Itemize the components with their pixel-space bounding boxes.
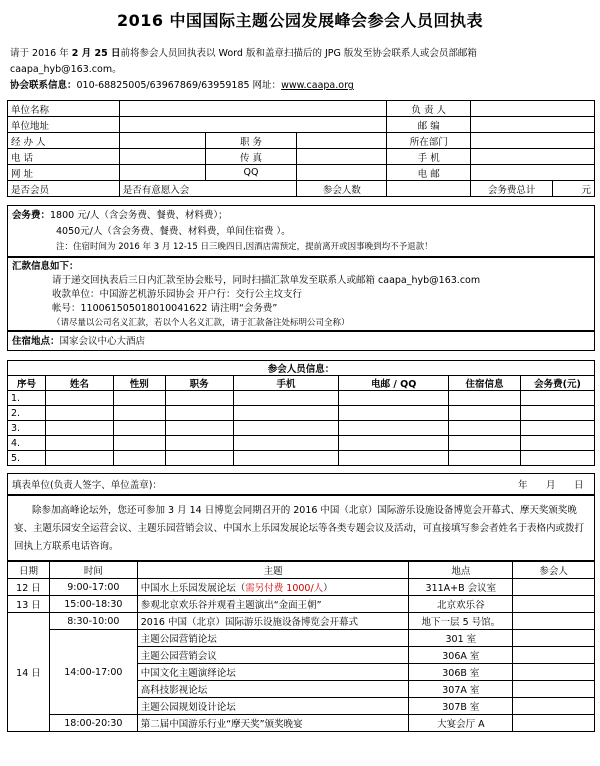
signature-year: 年 <box>518 480 528 491</box>
note-text: 除参加高峰论坛外，您还可参加 3 月 14 日博览会同期召开的 2016 中国（北京）国际游乐设施设备博览会开幕式、摩天奖颁奖晚宴、主题乐园安全运营会议、主题乐园营销会议、中国水上乐园发展论坛等各类专题会议及活动，可直接填写参会者姓名于表格内或拨打回执上方联系电话咨询。 <box>14 505 585 552</box>
topic-cell: 高科技影视论坛 <box>137 681 409 698</box>
attendees-header-row <box>8 376 595 391</box>
table-row <box>8 421 595 436</box>
topic-cell <box>137 579 409 596</box>
time-cell: 8:30-10:00 <box>49 613 137 630</box>
unit-name-field[interactable] <box>119 101 386 117</box>
row-number: 1. <box>8 391 46 406</box>
attendees-count-field[interactable] <box>387 181 471 197</box>
attendees-count-label: 参会人数 <box>297 181 387 197</box>
row-number: 4. <box>8 436 46 451</box>
col-header: 日期 <box>8 562 50 579</box>
topic-cell: 主题公园规划设计论坛 <box>137 698 409 715</box>
signature-month: 月 <box>546 480 556 491</box>
lodging-cell[interactable] <box>449 406 521 421</box>
fee-cell[interactable] <box>521 391 595 406</box>
attendee-cell[interactable] <box>513 630 595 647</box>
unit-address-field[interactable] <box>119 117 386 133</box>
name-cell[interactable] <box>45 436 113 451</box>
table-row <box>8 613 595 630</box>
intro-text <box>10 46 595 94</box>
col-header: 主题 <box>137 562 409 579</box>
position-label: 职 务 <box>205 133 297 149</box>
bank-section <box>7 257 595 331</box>
attendees-heading: 参会人员信息： <box>8 361 595 376</box>
intro-deadline-date: 2 月 25 日 <box>71 48 121 59</box>
signature-section <box>7 473 595 495</box>
gender-cell[interactable] <box>113 421 165 436</box>
position-field[interactable] <box>297 133 387 149</box>
bank-line3: 帐号：110061505018010041622 请注明“会务费” <box>52 303 278 314</box>
department-label: 所在部门 <box>387 133 471 149</box>
fax-label: 传 真 <box>205 149 297 165</box>
signature-day: 日 <box>574 480 584 491</box>
name-cell[interactable] <box>45 391 113 406</box>
unit-info-table <box>7 100 595 197</box>
time-cell: 14:00-17:00 <box>49 630 137 715</box>
mobile-cell[interactable] <box>233 451 339 466</box>
email-cell[interactable] <box>339 406 449 421</box>
table-row <box>8 579 595 596</box>
mobile-cell[interactable] <box>233 436 339 451</box>
intro-email: caapa_hyb@163.com。 <box>10 64 122 75</box>
bank-line2: 收款单位：中国游艺机游乐园协会 开户行：交行公主坟支行 <box>52 289 303 300</box>
fee-cell[interactable] <box>521 421 595 436</box>
position-cell[interactable] <box>165 421 233 436</box>
qq-label: QQ <box>205 165 297 181</box>
topic-cell: 主题公园营销会议 <box>137 647 409 664</box>
col-header: 地点 <box>409 562 513 579</box>
phone-label: 电 话 <box>8 149 120 165</box>
email-cell[interactable] <box>339 391 449 406</box>
lodging-cell[interactable] <box>449 451 521 466</box>
email-label: 电 邮 <box>387 165 471 181</box>
table-row <box>8 436 595 451</box>
total-fee-label: 会务费总计 <box>471 181 553 197</box>
place-cell: 地下一层 5 号馆。 <box>409 613 513 630</box>
attendee-cell[interactable] <box>513 715 595 732</box>
topic-cell: 中国文化主题演绎论坛 <box>137 664 409 681</box>
name-cell[interactable] <box>45 406 113 421</box>
handler-label: 经 办 人 <box>8 133 120 149</box>
col-header: 姓名 <box>45 376 113 391</box>
bank-label: 汇款信息如下： <box>12 261 79 272</box>
intro-deadline-pre: 请于 2016 年 <box>10 48 72 59</box>
email-field[interactable] <box>471 165 595 181</box>
fee-cell[interactable] <box>521 436 595 451</box>
join-label: 是否有意愿入会 <box>119 181 297 197</box>
fee-cell[interactable] <box>521 406 595 421</box>
place-cell: 311A+B 会议室 <box>409 579 513 596</box>
mobile-cell[interactable] <box>233 391 339 406</box>
fees-line2: 4050元/人（含会务费、餐费、材料费，单间住宿费 ）。 <box>56 226 291 237</box>
table-row <box>8 715 595 732</box>
gender-cell[interactable] <box>113 391 165 406</box>
col-header: 序号 <box>8 376 46 391</box>
lodging-cell[interactable] <box>449 436 521 451</box>
attendee-cell[interactable] <box>513 647 595 664</box>
email-cell[interactable] <box>339 451 449 466</box>
position-cell[interactable] <box>165 391 233 406</box>
venue-value: 国家会议中心大酒店 <box>59 336 146 347</box>
name-cell[interactable] <box>45 451 113 466</box>
phone-field[interactable] <box>119 149 205 165</box>
col-header: 时间 <box>49 562 137 579</box>
gender-cell[interactable] <box>113 406 165 421</box>
topic-cell: 主题公园营销论坛 <box>137 630 409 647</box>
page-title: 2016 中国国际主题公园发展峰会参会人员回执表 <box>116 11 484 30</box>
gender-cell[interactable] <box>113 451 165 466</box>
fees-note: 注：住宿时间为 2016 年 3 月 12-15 日三晚四日,因酒店需预定，提前离开或因事晚到均不予退款！ <box>56 242 433 252</box>
place-cell: 北京欢乐谷 <box>409 596 513 613</box>
contact-value: 010-68825005/63967869/63959185 网址： <box>76 80 282 91</box>
additional-events-note <box>7 495 595 561</box>
mobile-field[interactable] <box>471 149 595 165</box>
unit-address-label: 单位地址 <box>8 117 120 133</box>
time-cell: 9:00-17:00 <box>49 579 137 596</box>
leader-field[interactable] <box>471 101 595 117</box>
row-number: 2. <box>8 406 46 421</box>
lodging-cell[interactable] <box>449 421 521 436</box>
leader-label: 负 责 人 <box>387 101 471 117</box>
intro-deadline-post: 前将参会人员回执表以 Word 版和盖章扫描后的 JPG 版发至协会联系人或会员部邮箱 <box>120 48 477 59</box>
position-cell[interactable] <box>165 406 233 421</box>
topic-fee-note: 需另付费 1000/人 <box>245 583 324 594</box>
attendee-cell[interactable] <box>513 698 595 715</box>
position-cell[interactable] <box>165 451 233 466</box>
place-cell: 大宴会厅 A <box>409 715 513 732</box>
schedule-header-row <box>8 562 595 579</box>
time-cell: 18:00-20:30 <box>49 715 137 732</box>
venue-label: 住宿地点： <box>12 336 60 347</box>
venue-section <box>7 331 595 351</box>
bank-line1: 请于递交回执表后三日内汇款至协会账号，同时扫描汇款单发至联系人或邮箱 caapa_hyb@163.com <box>52 275 481 286</box>
col-header: 电邮 / QQ <box>339 376 449 391</box>
fees-section <box>7 205 595 257</box>
attendee-cell[interactable] <box>513 596 595 613</box>
position-cell[interactable] <box>165 436 233 451</box>
date-cell: 12 日 <box>8 579 50 596</box>
row-number: 5. <box>8 451 46 466</box>
table-row <box>8 596 595 613</box>
contact-label: 协会联系信息： <box>10 80 77 91</box>
gender-cell[interactable] <box>113 436 165 451</box>
date-cell: 13 日 <box>8 596 50 613</box>
place-cell: 307B 室 <box>409 698 513 715</box>
table-row <box>8 391 595 406</box>
signature-label: 填表单位(负责人签字、单位盖章)： <box>12 480 162 491</box>
fees-label: 会务费： <box>12 210 51 221</box>
website-link[interactable]: www.caapa.org <box>281 80 354 91</box>
member-label: 是否会员 <box>8 181 120 197</box>
topic-text: 中国水上乐园发展论坛（ <box>140 583 246 594</box>
topic-end: ） <box>323 583 333 594</box>
topic-cell: 参观北京欢乐谷并观看主题演出“金面王朝” <box>137 596 409 613</box>
col-header: 手机 <box>233 376 339 391</box>
department-field[interactable] <box>471 133 595 149</box>
mobile-label: 手 机 <box>387 149 471 165</box>
topic-cell: 2016 中国（北京）国际游乐设施设备博览会开幕式 <box>137 613 409 630</box>
name-cell[interactable] <box>45 421 113 436</box>
handler-field[interactable] <box>119 133 205 149</box>
table-row <box>8 406 595 421</box>
attendee-cell[interactable] <box>513 664 595 681</box>
fee-cell[interactable] <box>521 451 595 466</box>
mobile-cell[interactable] <box>233 406 339 421</box>
attendee-cell[interactable] <box>513 681 595 698</box>
col-header: 住宿信息 <box>449 376 521 391</box>
bank-line4: （请尽量以公司名义汇款，若以个人名义汇款，请于汇款备注处标明公司全称） <box>52 318 350 328</box>
col-header: 会务费(元) <box>521 376 595 391</box>
place-cell: 307A 室 <box>409 681 513 698</box>
postcode-field[interactable] <box>471 117 595 133</box>
row-number: 3. <box>8 421 46 436</box>
place-cell: 301 室 <box>409 630 513 647</box>
schedule-table <box>7 561 595 732</box>
attendee-cell[interactable] <box>513 579 595 596</box>
qq-field[interactable] <box>297 165 387 181</box>
attendee-cell[interactable] <box>513 613 595 630</box>
table-row <box>8 451 595 466</box>
email-cell[interactable] <box>339 436 449 451</box>
topic-cell: 第二届中国游乐行业“摩天奖”颁奖晚宴 <box>137 715 409 732</box>
unit-name-label: 单位名称 <box>8 101 120 117</box>
table-row <box>8 630 595 647</box>
col-header: 性别 <box>113 376 165 391</box>
fax-field[interactable] <box>297 149 387 165</box>
mobile-cell[interactable] <box>233 421 339 436</box>
time-cell: 15:00-18:30 <box>49 596 137 613</box>
fees-line1: 1800 元/人（含会务费、餐费、材料费）； <box>50 210 228 221</box>
place-cell: 306A 室 <box>409 647 513 664</box>
col-header: 职务 <box>165 376 233 391</box>
website-label: 网 址 <box>8 165 120 181</box>
website-field[interactable] <box>119 165 205 181</box>
date-cell: 14 日 <box>8 613 50 732</box>
email-cell[interactable] <box>339 421 449 436</box>
col-header: 参会人 <box>513 562 595 579</box>
lodging-cell[interactable] <box>449 391 521 406</box>
currency-label: 元 <box>553 181 595 197</box>
attendees-table <box>7 360 595 466</box>
place-cell: 306B 室 <box>409 664 513 681</box>
postcode-label: 邮 编 <box>387 117 471 133</box>
